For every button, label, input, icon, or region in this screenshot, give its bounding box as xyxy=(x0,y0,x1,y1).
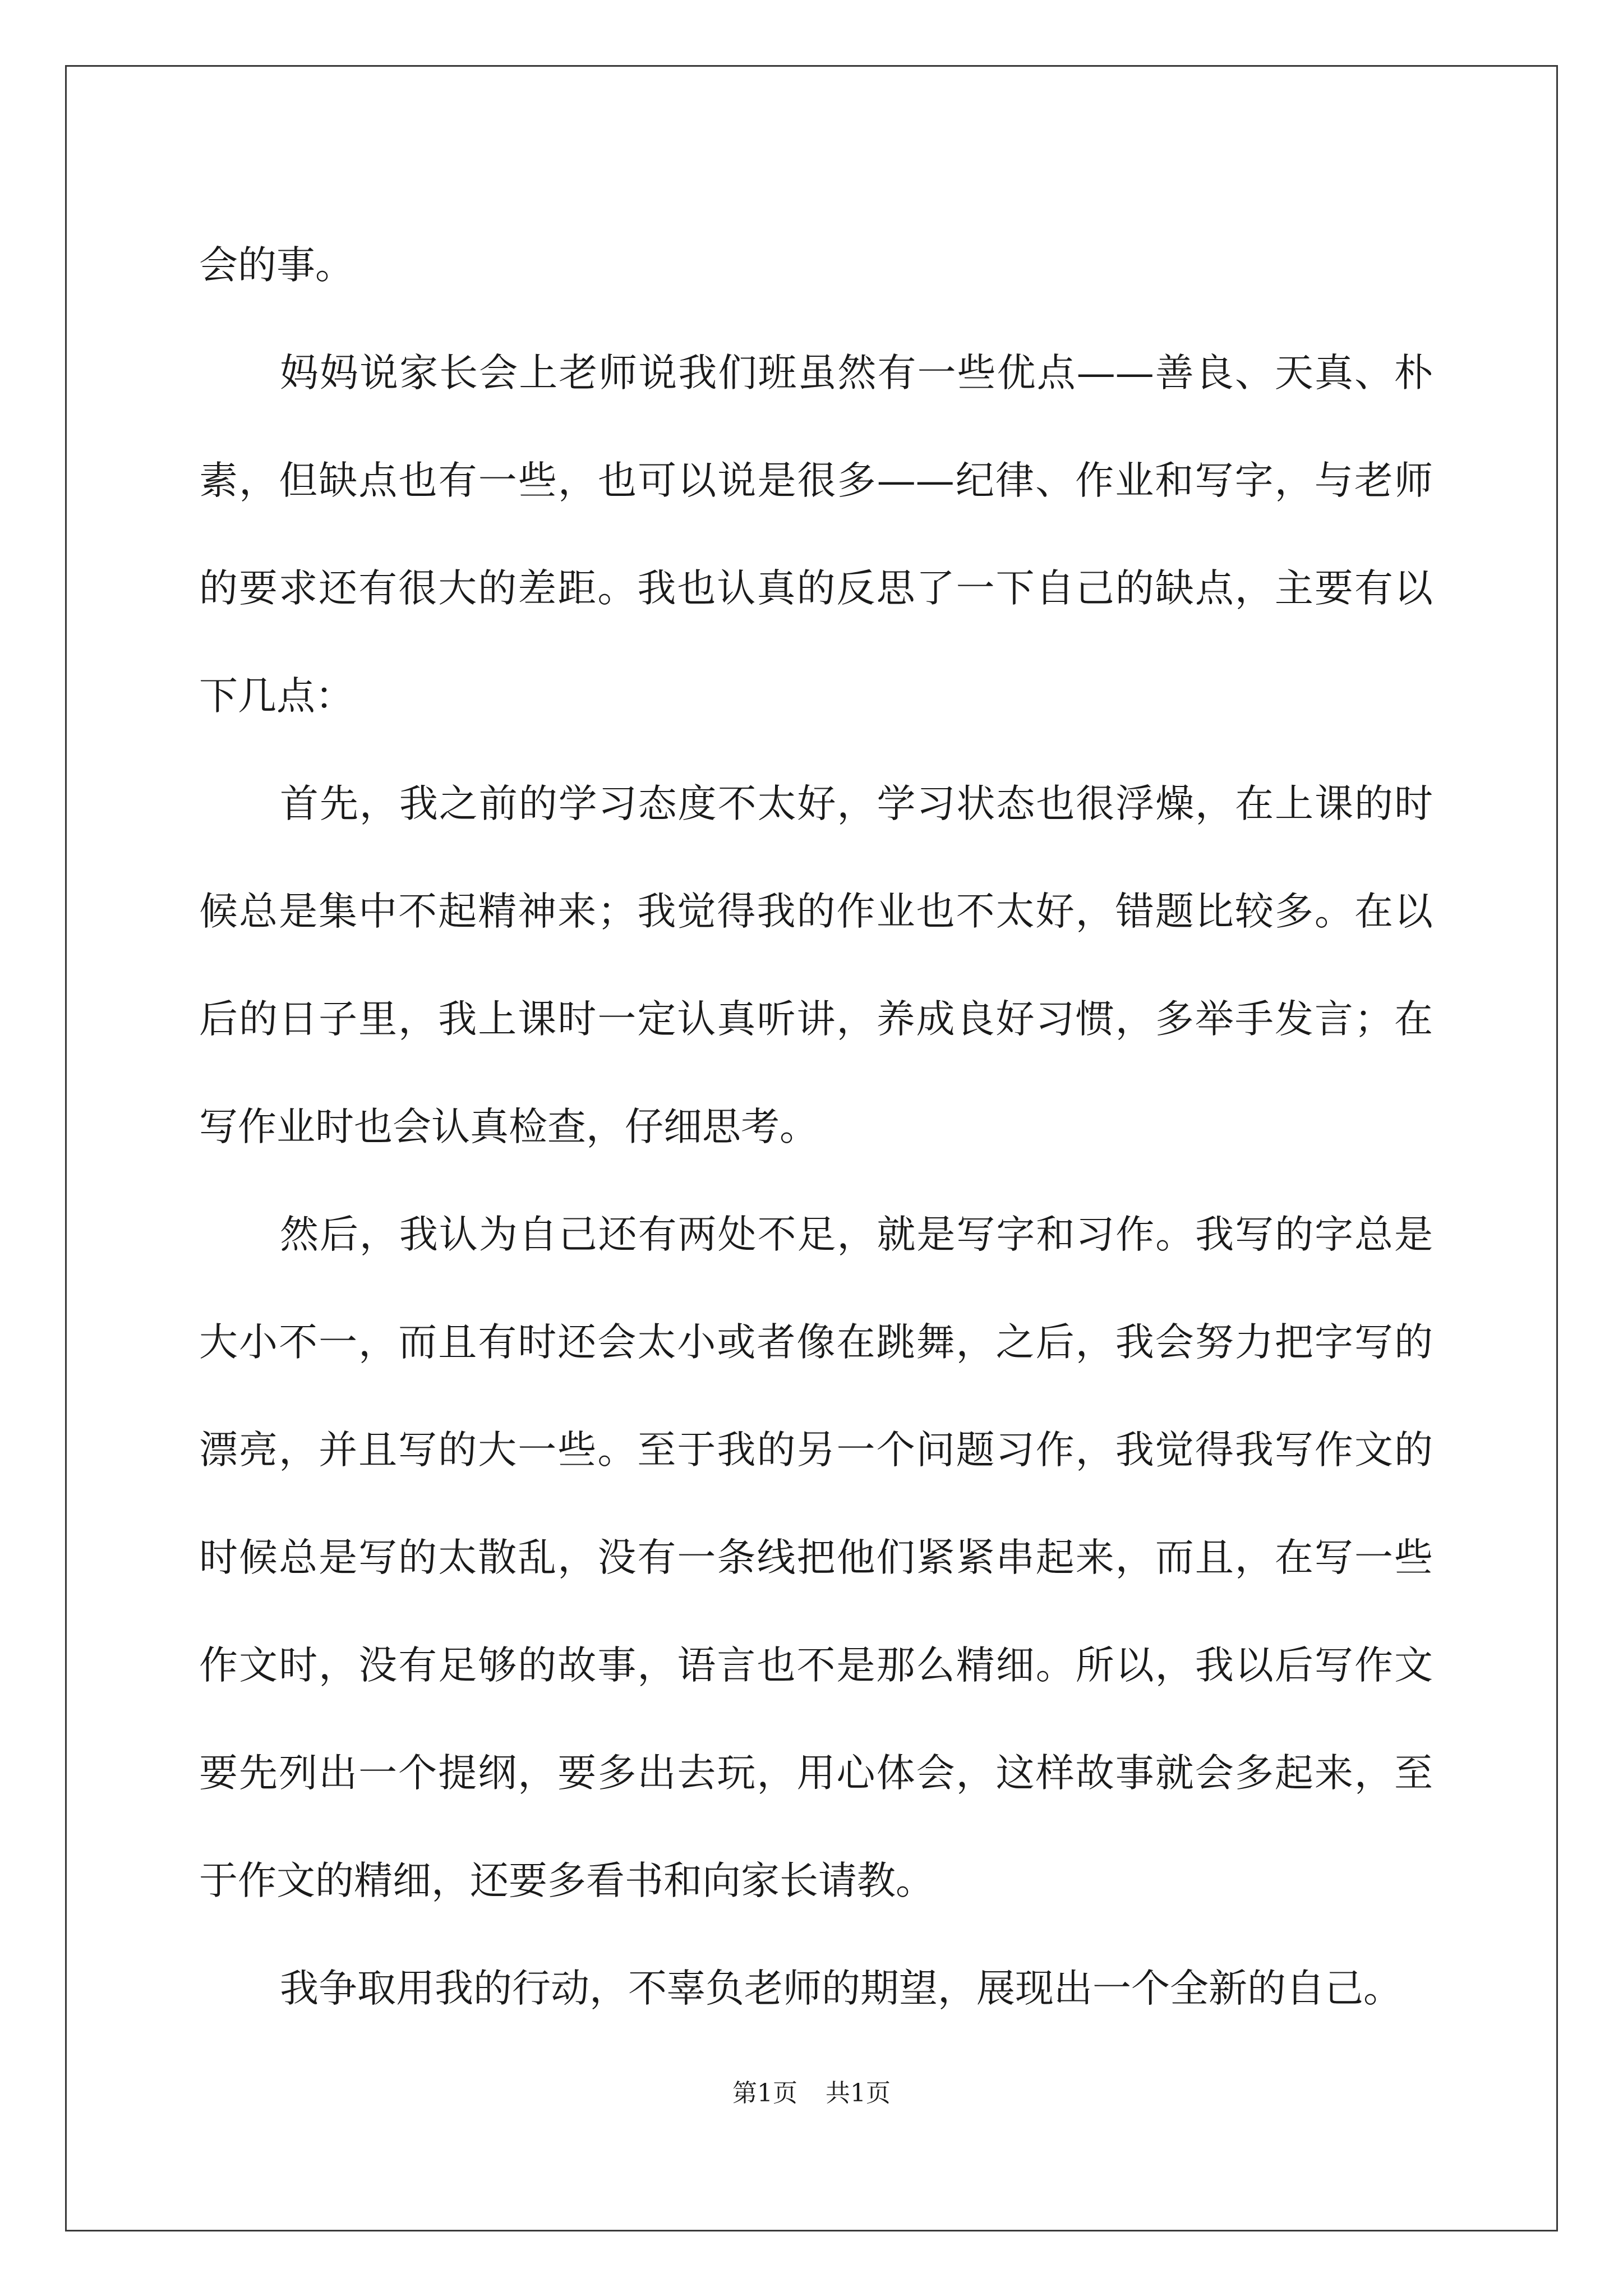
paragraph-second-point: 然后，我认为自己还有两处不足，就是写字和习作。我写的字总是大小不一，而且有时还会太小或者像在跳舞，之后，我会努力把字写的漂亮，并且写的大一些。至于我的另一个问题习作，我觉得我写作文的时候总是写的太散乱，没有一条线把他们紧紧串起来，而且，在写一些作文时，没有足够的故事，语言也不是那么精细。所以，我以后写作文要先列出一个提纲，要多出去玩，用心体会，这样故事就会多起来，至于作文的精细，还要多看书和向家长请教。 xyxy=(199,1212,1433,1903)
document-body xyxy=(199,211,1433,2042)
page-number: 第1页 xyxy=(732,2079,797,2108)
paragraph-conclusion: 我争取用我的行动，不辜负老师的期望，展现出一个全新的自己。 xyxy=(280,1966,1402,2011)
paragraph-first-point: 首先，我之前的学习态度不太好，学习状态也很浮燥，在上课的时候总是集中不起精神来；我觉得我的作业也不太好，错题比较多。在以后的日子里，我上课时一定认真听讲，养成良好习惯，多举手发言；在写作业时也会认真检查，仔细思考。 xyxy=(199,781,1433,1149)
page-footer xyxy=(0,2073,1623,2109)
paragraph-continuation: 会的事。 xyxy=(199,243,354,288)
paragraph-teacher-feedback: 妈妈说家长会上老师说我们班虽然有一些优点——善良、天真、朴素，但缺点也有一些，也可以说是很多——纪律、作业和写字，与老师的要求还有很大的差距。我也认真的反思了一下自己的缺点，主要有以下几点： xyxy=(199,351,1433,719)
page-total: 共1页 xyxy=(826,2079,891,2108)
